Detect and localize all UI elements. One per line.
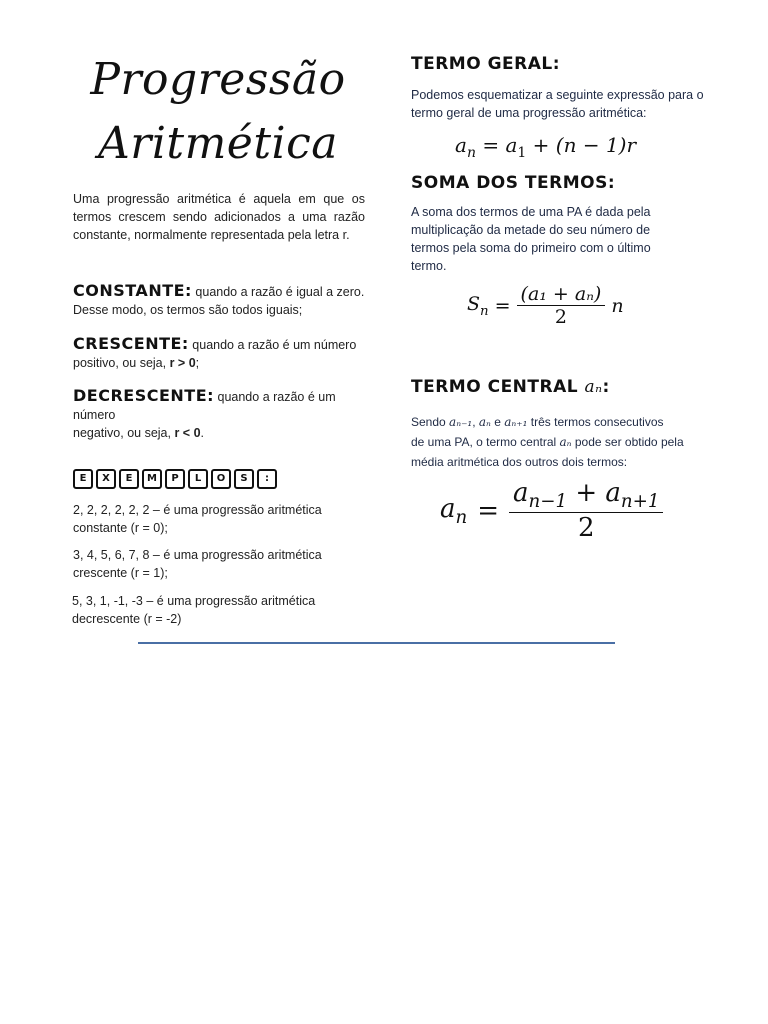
formula-subscript: 1	[517, 145, 527, 161]
central-text-line3: média aritmética dos outros dois termos:	[411, 455, 628, 469]
title-line-2: Aritmética	[98, 118, 338, 169]
soma-formula: $S_n$ = $\frac{\text{(a₁ + aₙ)}}{2}$ n	[467, 283, 624, 328]
exemplo-1-line-2: constante (r = 0);	[73, 521, 168, 535]
formula-equals: =	[475, 133, 506, 157]
formula-rest: + (n − 1)r	[526, 133, 637, 157]
soma-numerator: (a₁ + aₙ)	[520, 283, 602, 305]
decrescente-condition: r < 0	[174, 426, 201, 440]
central-text-line2a: de uma PA, o termo central	[411, 435, 560, 449]
constante-text-a: quando a razão é igual a zero.	[191, 285, 365, 299]
central-fraction	[509, 478, 663, 543]
constante-label: CONSTANTE:	[73, 281, 192, 300]
bottom-divider	[138, 642, 615, 644]
exemplos-letter-box: O	[211, 469, 231, 489]
central-text-sendo: Sendo	[411, 415, 450, 429]
constante-block	[73, 282, 373, 319]
central-numerator	[509, 478, 663, 512]
central-text: Sendo aₙ₋₁, aₙ e aₙ₊₁ três termos consecutivos de uma PA, o termo central aₙ pode ser obtido pela média aritmética dos outros dois termos:	[411, 412, 711, 472]
exemplos-heading	[73, 469, 277, 489]
decrescente-text-b: negativo, ou seja,	[73, 426, 175, 440]
formula-term: n	[611, 294, 624, 317]
exemplos-letter-box: L	[188, 469, 208, 489]
exemplos-letter-box: :	[257, 469, 277, 489]
central-text-mid: três termos consecutivos	[527, 415, 664, 429]
crescente-block	[73, 335, 373, 372]
crescente-text-b: positivo, ou seja,	[73, 356, 170, 370]
exemplos-letter-box: E	[73, 469, 93, 489]
exemplo-3-line-1: 5, 3, 1, -1, -3 – é uma progressão aritmética	[72, 594, 316, 608]
formula-term: a	[605, 478, 621, 508]
page-title	[68, 54, 368, 169]
central-term: aₙ₊₁	[504, 415, 528, 429]
exemplo-3-line-2: decrescente (r = -2)	[72, 612, 182, 626]
soma-denominator: 2	[554, 306, 567, 328]
central-term: aₙ	[559, 435, 572, 449]
formula-subscript: n−1	[528, 491, 568, 513]
central-term: aₙ	[478, 415, 491, 429]
central-formula: $a_n$ = $\frac{a_{n-1} + a_{n+1}}{2}$	[440, 478, 663, 543]
central-heading-text: TERMO CENTRAL	[411, 377, 585, 397]
exemplos-letter-box: X	[96, 469, 116, 489]
constante-text-b: Desse modo, os termos são todos iguais;	[73, 303, 303, 317]
decrescente-label: DECRESCENTE:	[73, 386, 215, 405]
soma-heading: SOMA DOS TERMOS:	[411, 173, 616, 193]
exemplo-item-2	[73, 546, 373, 582]
formula-term: a	[513, 478, 529, 508]
exemplo-1-line-1: 2, 2, 2, 2, 2, 2 – é uma progressão aritmética	[73, 503, 322, 517]
formula-term: a	[440, 493, 456, 524]
decrescente-end: .	[200, 426, 205, 440]
formula-subscript: n	[455, 506, 468, 528]
soma-text: A soma dos termos de uma PA é dada pela multiplicação da metade do seu número de termos pela soma do primeiro com o último termo.	[411, 205, 651, 273]
formula-term: S	[467, 292, 481, 315]
title-line-1: Progressão	[90, 54, 346, 105]
exemplos-letter-box: S	[234, 469, 254, 489]
central-heading	[411, 377, 610, 397]
formula-term: a	[505, 133, 518, 157]
exemplo-2-line-1: 3, 4, 5, 6, 7, 8 – é uma progressão aritmética	[73, 548, 322, 562]
formula-term: a	[455, 133, 467, 157]
formula-subscript: n	[480, 303, 489, 319]
formula-subscript: n+1	[620, 491, 660, 513]
central-heading-math: aₙ	[584, 377, 603, 397]
exemplos-letter-box: P	[165, 469, 185, 489]
exemplos-letter-box: M	[142, 469, 162, 489]
crescente-text-a: quando a razão é um número	[188, 338, 357, 352]
formula-subscript: n	[466, 145, 476, 161]
exemplos-letter-box: E	[119, 469, 139, 489]
intro-paragraph: Uma progressão aritmética é aquela em que os termos crescem sendo adicionados a uma razão constante, normalmente representada pela letra r.	[73, 192, 365, 242]
exemplo-2-line-2: crescente (r = 1);	[73, 566, 168, 580]
crescente-end: ;	[195, 356, 200, 370]
formula-plus: +	[567, 478, 606, 508]
termo-geral-text: Podemos esquematizar a seguinte expressão para o termo geral de uma progressão aritmética:	[411, 88, 704, 120]
soma-fraction	[517, 283, 606, 328]
crescente-condition: r > 0	[169, 356, 196, 370]
central-text-line2b: pode ser obtido pela	[571, 435, 684, 449]
termo-geral-formula	[455, 133, 636, 161]
termo-geral-heading: TERMO GERAL:	[411, 54, 561, 74]
central-heading-end: :	[602, 377, 610, 397]
decrescente-block	[73, 387, 373, 442]
exemplo-item-3	[72, 592, 372, 628]
central-denominator: 2	[577, 513, 595, 544]
central-term: aₙ₋₁	[449, 415, 473, 429]
exemplo-item-1	[73, 501, 373, 537]
crescente-label: CRESCENTE:	[73, 334, 189, 353]
decrescente-text-a: quando a razão é um número	[73, 390, 336, 422]
